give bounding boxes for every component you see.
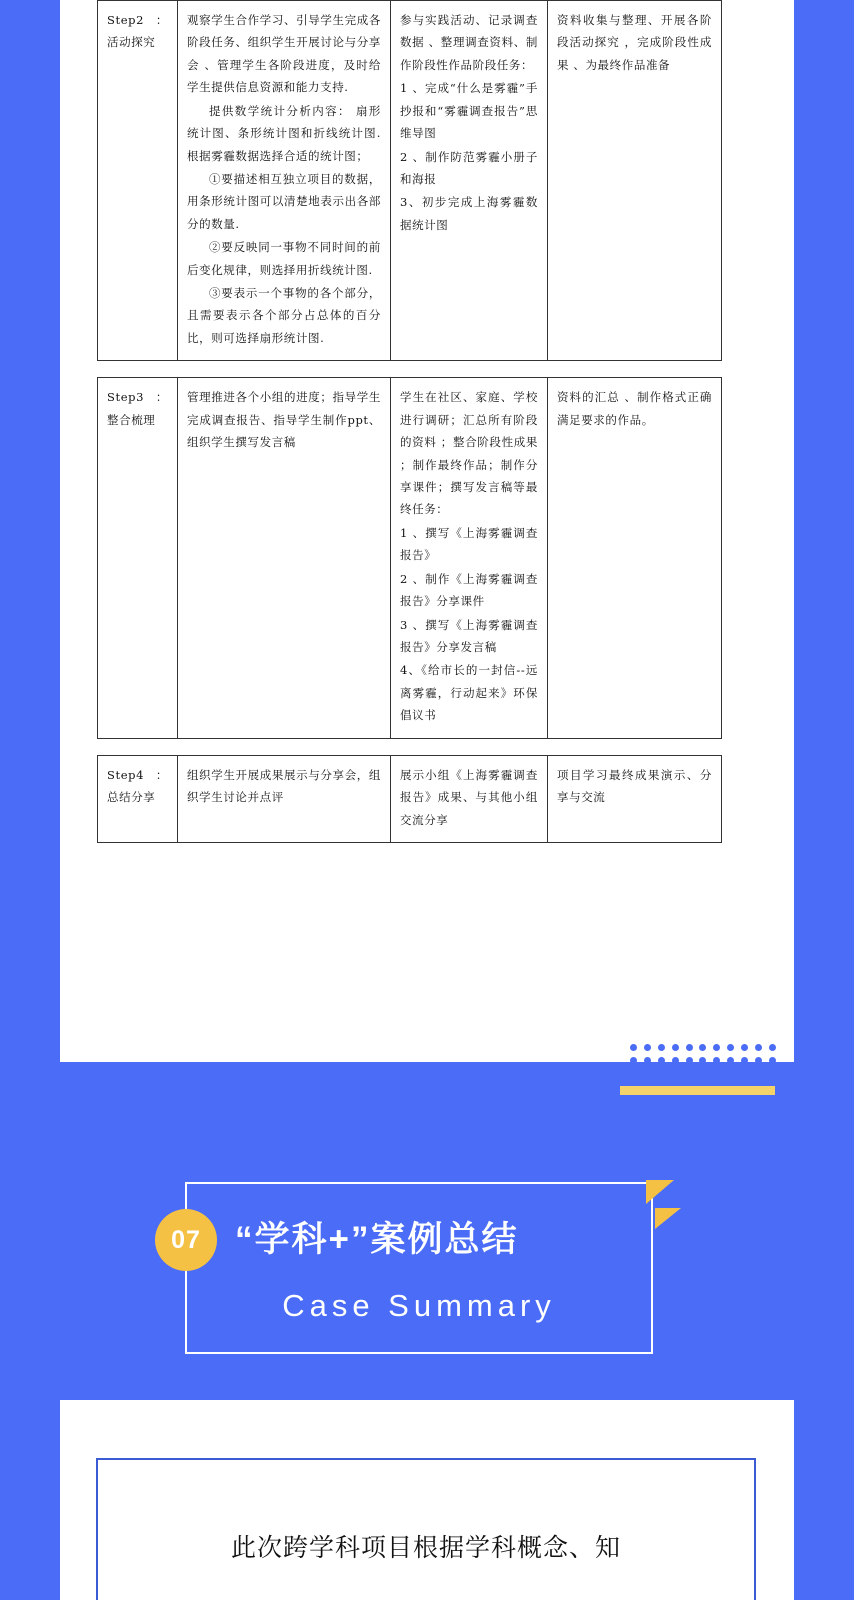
step-table-row-2 xyxy=(97,377,722,738)
table-row xyxy=(98,378,722,738)
step-table-row-3 xyxy=(97,755,722,843)
table-gap xyxy=(97,361,721,377)
table-row xyxy=(98,1,722,361)
document-panel xyxy=(60,0,794,1062)
table-gap xyxy=(97,739,721,755)
step-label-cell: Step2：活动探究 xyxy=(98,1,178,361)
section-title-cn: “学科+”案例总结 xyxy=(235,1220,519,1259)
teacher-activity-cell: 观察学生合作学习、引导学生完成各阶段任务、组织学生开展讨论与分享会 、管理学生各阶段进度，及时给学生提供信息资源和能力支持. 提供数学统计分析内容： 扇形统计图、条形统计图和折线统计图.根据雾霾数据选择合适的统计图； ①要描述相互独立项目的数据，用条形统计图可以清楚地表示出各部分的数量. ②要反映同一事物不同时间的前后变化规律，则选择用折线统计图. ③要表示一个事物的各个部分，且需要表示各个部分占总体的百分比，则可选择扇形统计图. xyxy=(178,1,391,361)
outcome-cell: 资料的汇总 、制作格式正确满足要求的作品。 xyxy=(548,378,722,738)
arrow-small-icon xyxy=(655,1208,681,1229)
step-label-cell: Step4：总结分享 xyxy=(98,755,178,842)
table-row xyxy=(98,755,722,842)
dot-grid-decoration xyxy=(627,1041,779,1081)
bottom-paragraph: 此次跨学科项目根据学科概念、知 xyxy=(230,1533,621,1562)
section-number-badge: 07 xyxy=(155,1209,217,1271)
teacher-activity-cell: 管理推进各个小组的进度；指导学生完成调查报告、指导学生制作ppt、组织学生撰写发言稿 xyxy=(178,378,391,738)
student-activity-cell: 参与实践活动、记录调查数据 、整理调查资料、制作阶段性作品阶段任务： 1 、完成“什么是雾霾”手抄报和“雾霾调查报告”思维导图 2 、制作防范雾霾小册子和海报 3、初步完成上海雾霾数据统计图 xyxy=(391,1,548,361)
teacher-activity-cell: 组织学生开展成果展示与分享会，组织学生讨论并点评 xyxy=(178,755,391,842)
student-activity-cell: 学生在社区、家庭、学校进行调研；汇总所有阶段的资料 ；整合阶段性成果 ；制作最终作品；制作分享课件；撰写发言稿等最终任务： 1 、撰写《上海雾霾调查报告》 2 、制作《上海雾霾调查报告》分享课件 3 、撰写《上海雾霾调查报告》分享发言稿 4、《给市长的一封信--远离雾霾，行动起来》环保倡议书 xyxy=(391,378,548,738)
section-title-en: Case Summary xyxy=(282,1288,556,1323)
outcome-cell: 资料收集与整理、开展各阶段活动探究 ，完成阶段性成果 、为最终作品准备 xyxy=(548,1,722,361)
arrow-large-icon xyxy=(646,1180,674,1204)
yellow-bar-decoration xyxy=(620,1086,775,1095)
student-activity-cell: 展示小组《上海雾霾调查报告》成果、与其他小组交流分享 xyxy=(391,755,548,842)
section-banner-frame xyxy=(185,1182,653,1354)
step-table-wrapper xyxy=(97,0,721,843)
step-table-row-1 xyxy=(97,0,722,361)
step-label-cell: Step3：整合梳理 xyxy=(98,378,178,738)
outcome-cell: 项目学习最终成果演示、分享与交流 xyxy=(548,755,722,842)
